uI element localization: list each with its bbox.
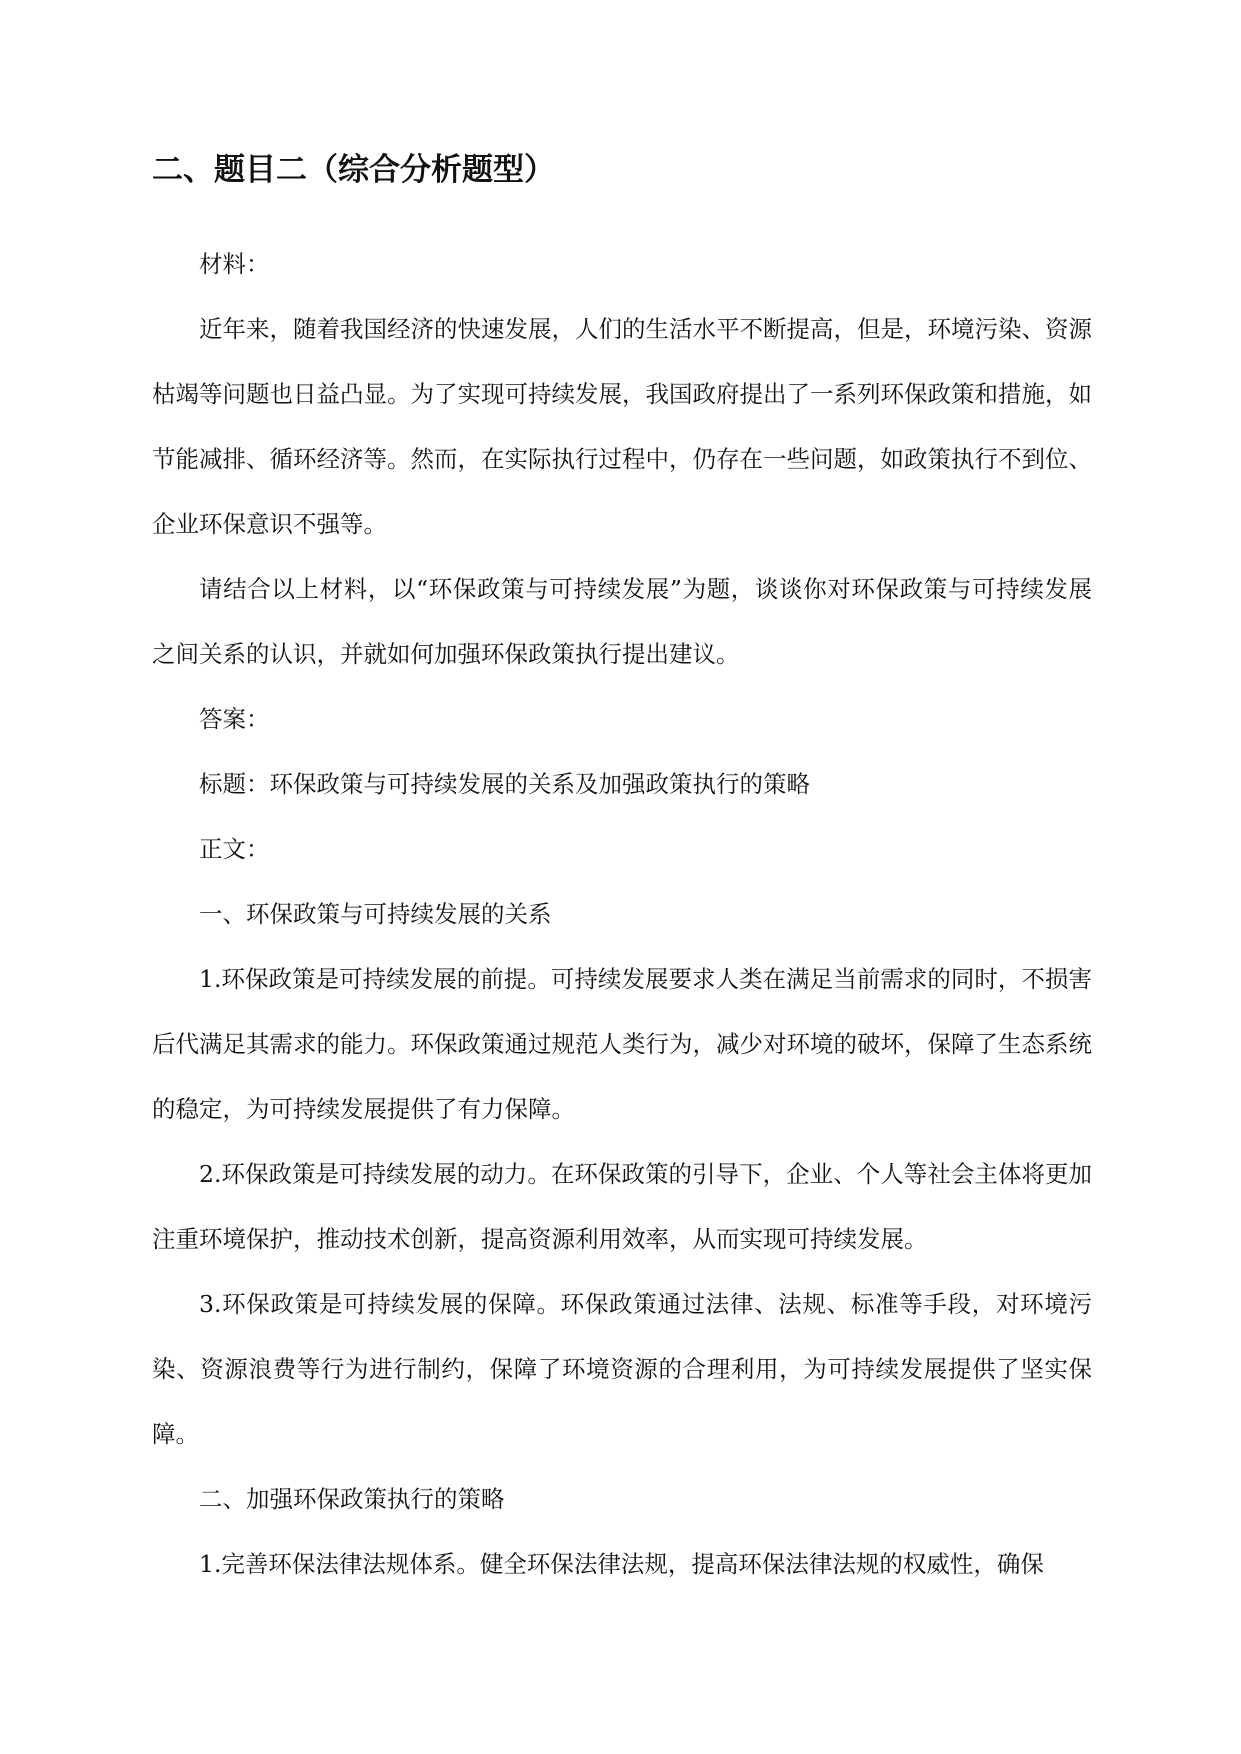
paragraph-strategy-1: 1.完善环保法律法规体系。健全环保法律法规，提高环保法律法规的权威性，确保 <box>199 1550 1044 1578</box>
paragraph-section-two: 二、加强环保政策执行的策略 <box>199 1485 505 1513</box>
section-heading: 二、题目二（综合分析题型） <box>152 152 555 188</box>
paragraph-section-one: 一、环保政策与可持续发展的关系 <box>199 900 552 928</box>
paragraph-material-label: 材料： <box>199 250 270 278</box>
paragraph-answer-title: 标题：环保政策与可持续发展的关系及加强政策执行的策略 <box>199 770 810 798</box>
paragraph-question: 请结合以上材料，以“环保政策与可持续发展”为题，谈谈你对环保政策与可持续发展之间关系的认识，并就如何加强环保政策执行提出建议。 <box>152 575 1092 668</box>
paragraph-material-text: 近年来，随着我国经济的快速发展，人们的生活水平不断提高，但是，环境污染、资源枯竭等问题也日益凸显。为了实现可持续发展，我国政府提出了一系列环保政策和措施，如节能减排、循环经济等。然而，在实际执行过程中，仍存在一些问题，如政策执行不到位、企业环保意识不强等。 <box>152 315 1092 538</box>
document-body <box>152 232 1092 1597</box>
paragraph-point-1: 1.环保政策是可持续发展的前提。可持续发展要求人类在满足当前需求的同时，不损害后代满足其需求的能力。环保政策通过规范人类行为，减少对环境的破坏，保障了生态系统的稳定，为可持续发展提供了有力保障。 <box>152 965 1092 1123</box>
paragraph-point-2: 2.环保政策是可持续发展的动力。在环保政策的引导下，企业、个人等社会主体将更加注重环境保护，推动技术创新，提高资源利用效率，从而实现可持续发展。 <box>152 1160 1092 1253</box>
paragraph-body-label: 正文： <box>199 835 270 863</box>
paragraph-point-3: 3.环保政策是可持续发展的保障。环保政策通过法律、法规、标准等手段，对环境污染、资源浪费等行为进行制约，保障了环境资源的合理利用，为可持续发展提供了坚实保障。 <box>152 1290 1092 1448</box>
paragraph-answer-label: 答案： <box>199 705 270 733</box>
